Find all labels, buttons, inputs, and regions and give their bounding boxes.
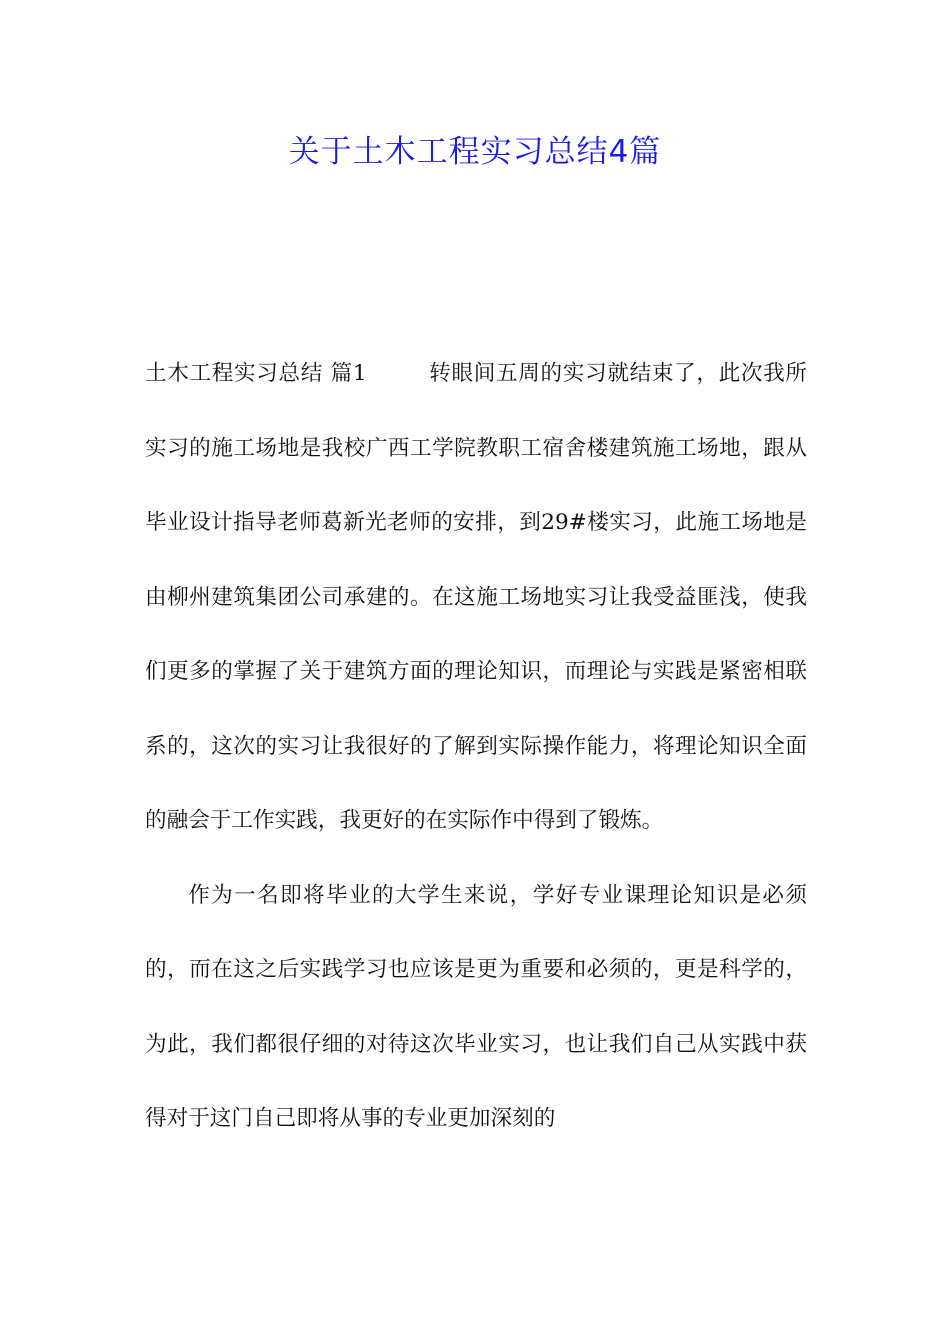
- document-body: [145, 337, 807, 1157]
- paragraph-1-text: 转眼间五周的实习就结束了，此次我所实习的施工场地是我校广西工学院教职工宿舍楼建筑施工场地，跟从毕业设计指导老师葛新光老师的安排，到29#楼实习，此施工场地是由柳州建筑集团公司承建的。在这施工场地实习让我受益匪浅，使我们更多的掌握了关于建筑方面的理论知识，而理论与实践是紧密相联系的，这次的实习让我很好的了解到实际操作能力，将理论知识全面的融会于工作实践，我更好的在实际作中得到了锻炼。: [145, 361, 807, 833]
- paragraph-1: [145, 337, 807, 859]
- section-heading: 土木工程实习总结 篇1: [145, 361, 367, 386]
- paragraph-2: 作为一名即将毕业的大学生来说，学好专业课理论知识是必须的，而在这之后实践学习也应该是更为重要和必须的，更是科学的，为此，我们都很仔细的对待这次毕业实习，也让我们自己从实践中获得对于这门自己即将从事的专业更加深刻的: [145, 882, 807, 1131]
- document-title: 关于土木工程实习总结4篇: [288, 134, 662, 170]
